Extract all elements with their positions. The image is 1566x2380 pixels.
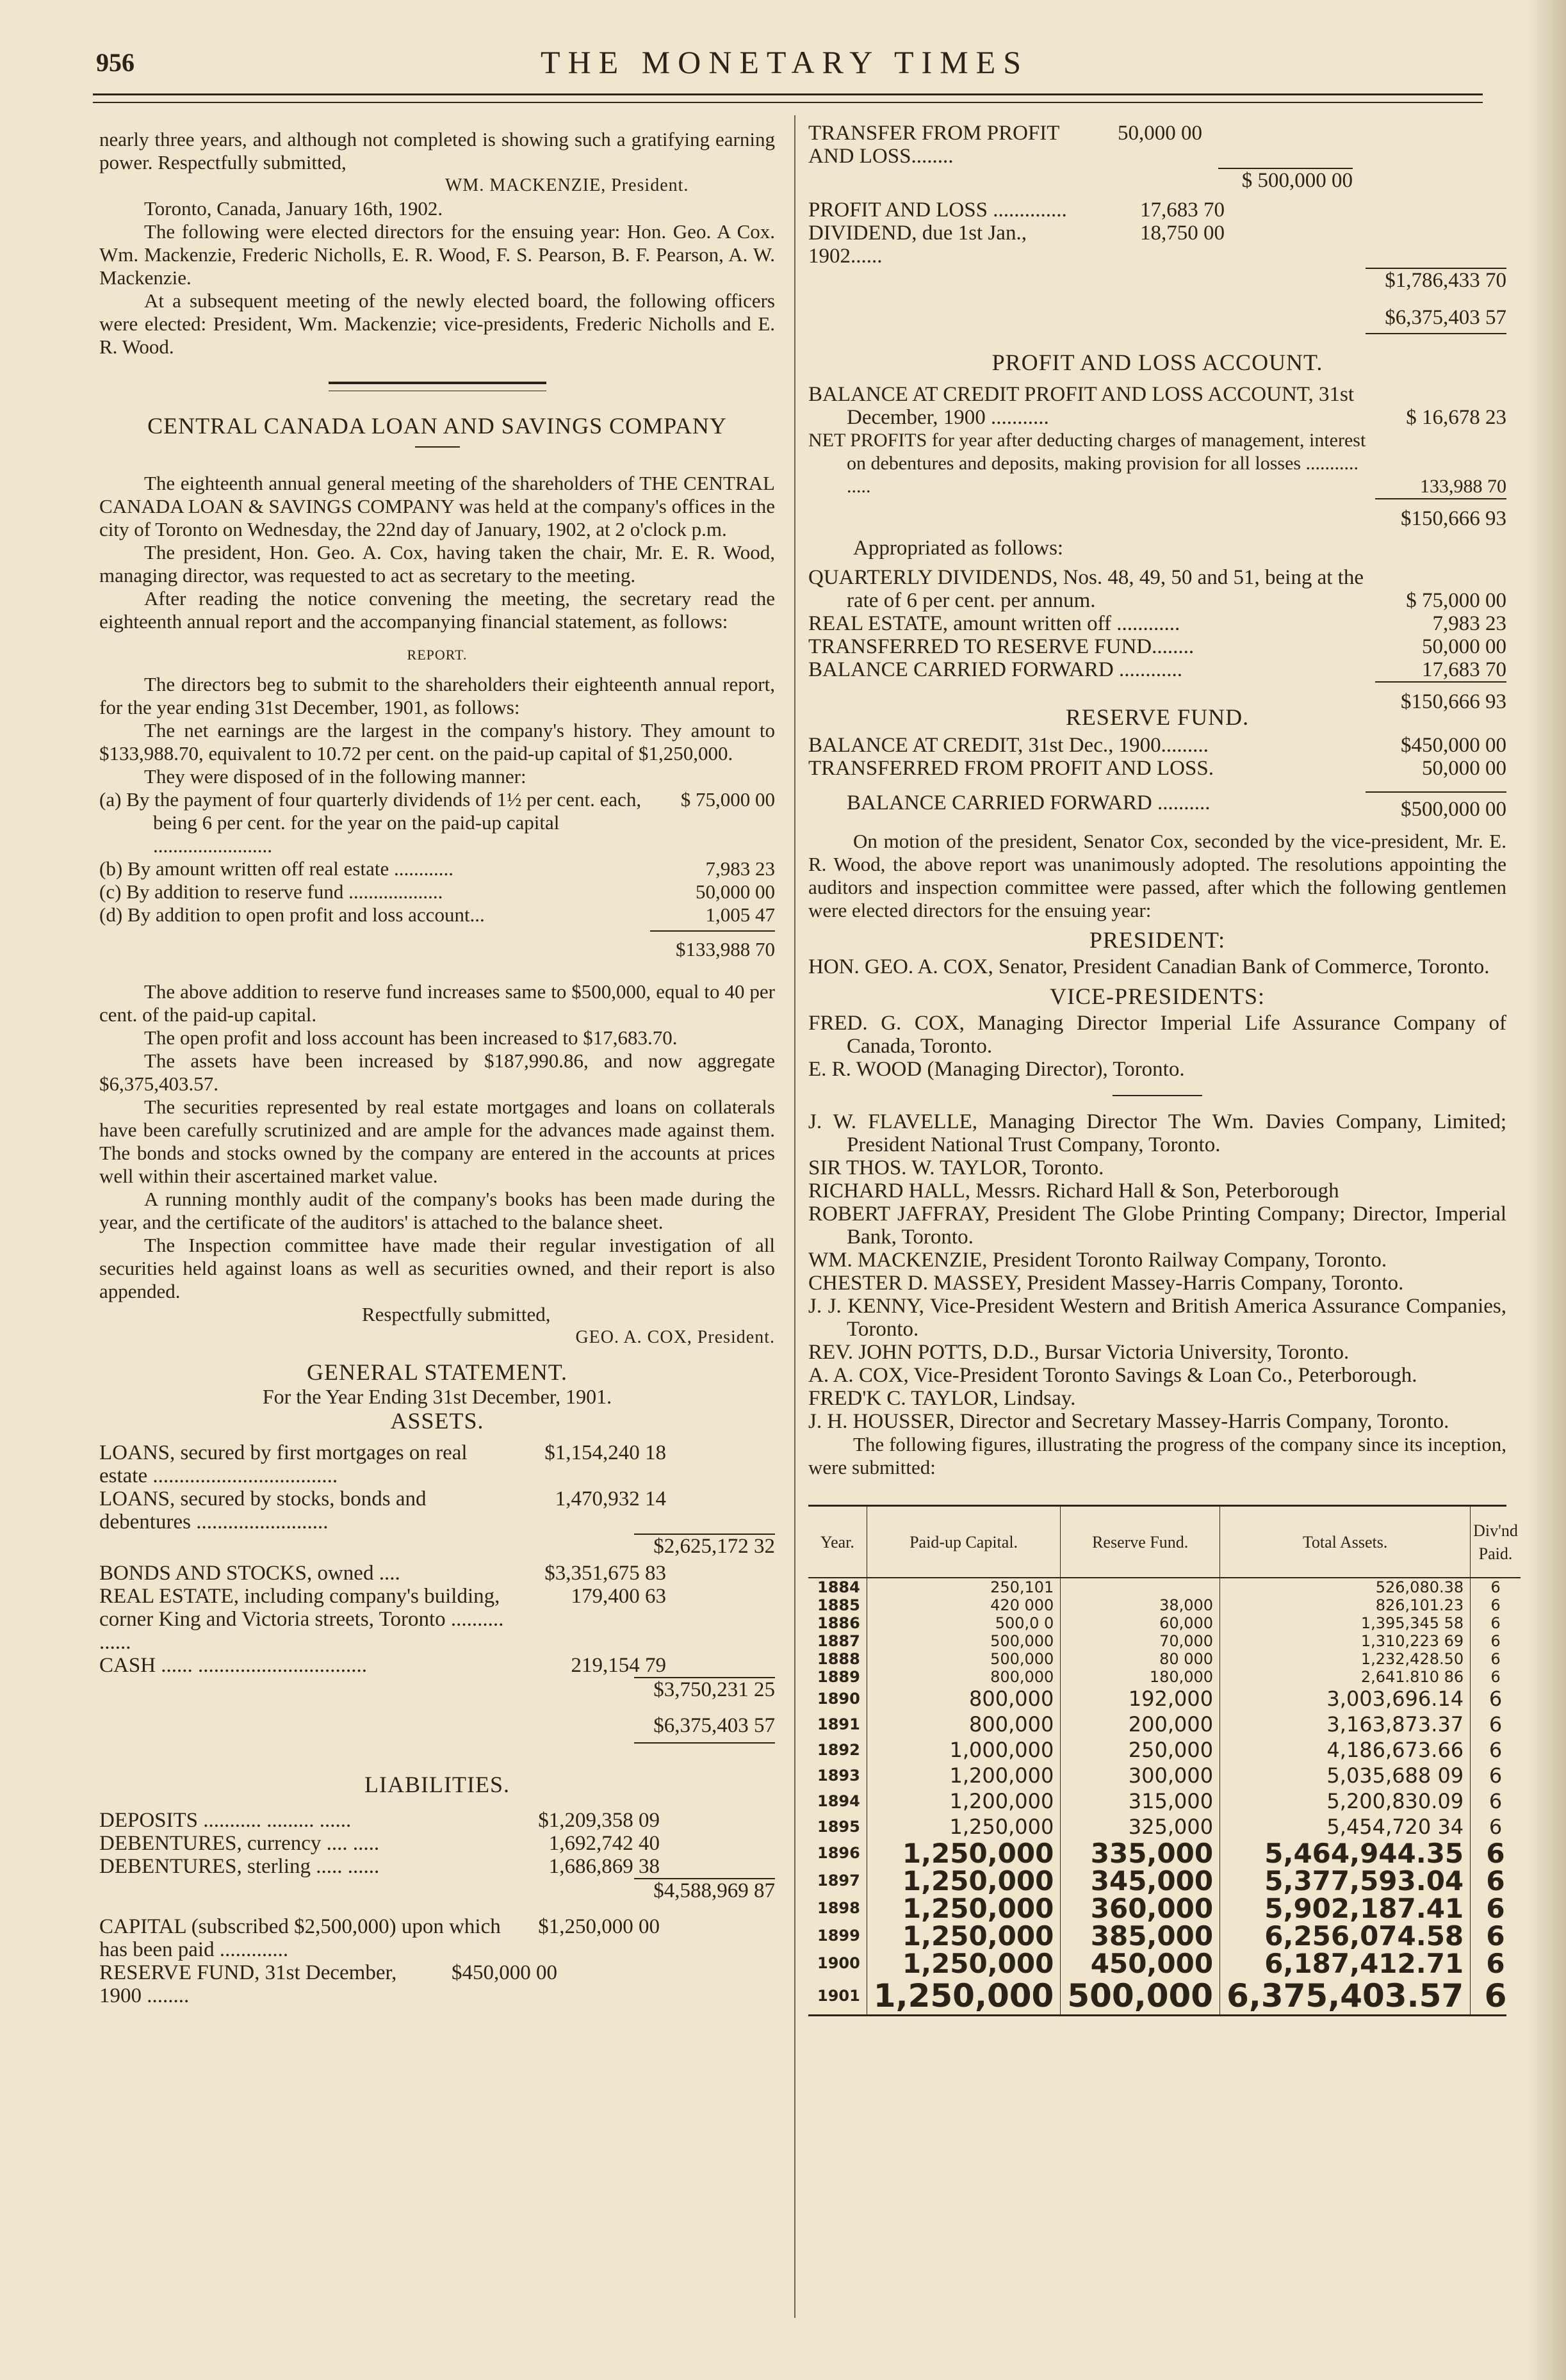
table-cell: 1892 xyxy=(808,1737,867,1763)
table-cell: 5,454,720 34 xyxy=(1220,1814,1471,1840)
assets-title: ASSETS. xyxy=(390,1408,484,1434)
table-cell: 6 xyxy=(1489,1712,1503,1736)
heading-rule xyxy=(415,446,460,448)
table-cell: 1896 xyxy=(808,1840,867,1867)
table-row xyxy=(808,1840,1521,1867)
table-cell: 1,395,345 58 xyxy=(1220,1614,1471,1632)
table-cell: 6 xyxy=(1490,1650,1501,1668)
table-cell: 420 000 xyxy=(867,1596,1061,1614)
page-edge-shadow xyxy=(1528,0,1566,2380)
table-cell: 345,000 xyxy=(1061,1867,1220,1895)
table-cell: 6 xyxy=(1486,1838,1505,1869)
table-cell: 1889 xyxy=(808,1668,867,1686)
table-cell: 1,232,428.50 xyxy=(1220,1650,1471,1668)
table-row xyxy=(808,1763,1521,1788)
closing-line: Respectfully submitted, xyxy=(362,1303,551,1325)
table-cell: 1,250,000 xyxy=(867,1922,1061,1950)
table-cell: 1,200,000 xyxy=(867,1763,1061,1788)
director-entry: CHESTER D. MASSEY, President Massey-Harris Company, Toronto. xyxy=(808,1272,1404,1295)
column-header: Total Assets. xyxy=(1220,1507,1471,1578)
table-row xyxy=(808,1737,1521,1763)
director-entry: REV. JOHN POTTS, D.D., Bursar Victoria University, Toronto. xyxy=(808,1341,1350,1364)
table-cell: 1,250,000 xyxy=(867,1950,1061,1977)
motion-paragraph: On motion of the president, Senator Cox, seconded by the vice-president, Mr. E. R. Wood, the above report was unanimously adopted. The resolutions appointing the auditors and inspection committee were passed, after which the following gentlemen were elected directors for the ensuing year: xyxy=(808,830,1506,921)
page-header xyxy=(96,42,1473,81)
left-column xyxy=(99,128,775,2007)
president-title: PRESIDENT: xyxy=(1089,927,1226,953)
table-row xyxy=(808,1650,1521,1668)
directors-list xyxy=(808,1110,1506,1433)
table-cell: 360,000 xyxy=(1061,1895,1220,1922)
table-cell: 1899 xyxy=(808,1922,867,1950)
assets-section: LOANS, secured by first mortgages on real estate ................................... $1,154,240 18 LOANS, secured by stocks, bonds and debentures ......................... 1,470,932 14 $2,625,172 32 BONDS AND STOCKS, owned .... $3,351,675 83 REAL ESTATE, including company's building, corner King and Victoria streets, Toronto .......... ...... 179,400 63 CASH ...... ................................ 219,154 79 $3,750,231 25 $6,375,403 57 xyxy=(99,1441,775,1744)
table-cell: 300,000 xyxy=(1061,1763,1220,1788)
profit-loss-paragraph: The open profit and loss account has been increased to $17,683.70. xyxy=(144,1026,678,1049)
table-cell: 800,000 xyxy=(867,1668,1061,1686)
table-cell: 1890 xyxy=(808,1686,867,1712)
intro-paragraph: nearly three years, and although not completed is showing such a gratifying earning power. Respectfully submitted, xyxy=(99,128,775,174)
table-cell: 6 xyxy=(1489,1815,1503,1839)
table-cell: 450,000 xyxy=(1061,1950,1220,1977)
director-entry: WM. MACKENZIE, President Toronto Railway Company, Toronto. xyxy=(808,1249,1387,1272)
table-cell: 60,000 xyxy=(1061,1614,1220,1632)
disposal-total: $133,988 70 xyxy=(99,930,775,961)
director-entry: SIR THOS. W. TAYLOR, Toronto. xyxy=(808,1156,1104,1179)
table-cell: 526,080.38 xyxy=(1220,1578,1471,1596)
table-cell: 1885 xyxy=(808,1596,867,1614)
table-cell: 1894 xyxy=(808,1788,867,1814)
table-cell: 6 xyxy=(1489,1738,1503,1762)
table-cell: 800,000 xyxy=(867,1712,1061,1737)
table-cell: 500,000 xyxy=(1061,1977,1220,2014)
liabilities-section: DEPOSITS ........... ......... ...... $1,209,358 09 DEBENTURES, currency .... ..... 1,692,742 40 DEBENTURES, sterling ..... ...... 1,686,869 38 $4,588,969 87 CAPITAL (subscribed $2,500,000) upon which has been paid ............. $1,250,000 00 RESERVE FUND, 31st December, 1900 ........ $450,000 00 xyxy=(99,1809,775,2007)
table-row xyxy=(808,1922,1521,1950)
table-cell: 250,101 xyxy=(867,1578,1061,1596)
directors-elected-paragraph: The following were elected directors for the ensuing year: Hon. Geo. A Cox. Wm. Mackenzie, Frederic Nicholls, E. R. Wood, F. S. Pearson, B. F. Pearson, A. W. Mackenzie. xyxy=(99,220,775,289)
table-cell: 6 xyxy=(1490,1668,1501,1686)
director-entry: J. H. HOUSSER, Director and Secretary Massey-Harris Company, Toronto. xyxy=(808,1410,1449,1433)
earnings-paragraph: The net earnings are the largest in the company's history. They amount to $133,988.70, equivalent to 10.72 per cent. on the paid-up capital of $1,250,000. xyxy=(99,719,775,765)
table-cell: 3,003,696.14 xyxy=(1220,1686,1471,1712)
reserve-paragraph: The above addition to reserve fund increases same to $500,000, equal to 40 per cent. of the paid-up capital. xyxy=(99,980,775,1026)
table-row xyxy=(808,1578,1521,1596)
table-cell: 5,377,593.04 xyxy=(1220,1867,1471,1895)
table-cell: 192,000 xyxy=(1061,1686,1220,1712)
table-cell: 5,035,688 09 xyxy=(1220,1763,1471,1788)
table-cell: 6 xyxy=(1486,1948,1505,1979)
table-cell: 335,000 xyxy=(1061,1840,1220,1867)
table-row xyxy=(808,1712,1521,1737)
table-row xyxy=(808,1867,1521,1895)
table-cell: 6 xyxy=(1486,1920,1505,1952)
securities-paragraph: The securities represented by real estate mortgages and loans on collaterals have been carefully scrutinized and are ample for the advances made against them. The bonds and stocks owned by the company are entered in the accounts at prices well within their ascertained market value. xyxy=(99,1096,775,1187)
table-row xyxy=(808,1668,1521,1686)
table-cell: 800,000 xyxy=(867,1686,1061,1712)
vice-president-entry: E. R. WOOD (Managing Director), Toronto. xyxy=(808,1058,1185,1081)
table-cell: 6 xyxy=(1486,1865,1505,1897)
table-cell: 6 xyxy=(1484,1977,1507,2014)
table-cell: 1893 xyxy=(808,1763,867,1788)
director-entry: FRED'K C. TAYLOR, Lindsay. xyxy=(808,1387,1076,1410)
dateline: Toronto, Canada, January 16th, 1902. xyxy=(144,197,443,220)
right-column xyxy=(808,122,1518,2016)
column-header: Paid-up Capital. xyxy=(867,1507,1061,1578)
table-cell: 1901 xyxy=(808,1977,867,2014)
table-cell: 250,000 xyxy=(1061,1737,1220,1763)
table-cell: 6 xyxy=(1489,1687,1503,1711)
header-rule xyxy=(93,93,1483,103)
vice-presidents-title: VICE-PRESIDENTS: xyxy=(1049,984,1265,1009)
chair-paragraph: The president, Hon. Geo. A. Cox, having taken the chair, Mr. E. R. Wood, managing director, was requested to act as secretary to the meeting. xyxy=(99,541,775,587)
table-cell: 5,902,187.41 xyxy=(1220,1895,1471,1922)
notice-paragraph: After reading the notice convening the meeting, the secretary read the eighteenth annual report and the accompanying financial statement, as follows: xyxy=(99,587,775,633)
table-cell: 1,250,000 xyxy=(867,1840,1061,1867)
table-cell: 1895 xyxy=(808,1814,867,1840)
table-cell: 80 000 xyxy=(1061,1650,1220,1668)
table-cell: 6,187,412.71 xyxy=(1220,1950,1471,1977)
director-entry: ROBERT JAFFRAY, President The Globe Printing Company; Director, Imperial Bank, Toronto. xyxy=(808,1202,1506,1249)
director-entry: RICHARD HALL, Messrs. Richard Hall & Son, Peterborough xyxy=(808,1179,1339,1202)
cox-signature: GEO. A. COX, President. xyxy=(575,1327,775,1347)
column-header: Reserve Fund. xyxy=(1061,1507,1220,1578)
president-entry: HON. GEO. A. COX, Senator, President Canadian Bank of Commerce, Toronto. xyxy=(808,955,1490,978)
statement-subtitle: For the Year Ending 31st December, 1901. xyxy=(262,1385,612,1408)
disposal-item: (d) By addition to open profit and loss account... 1,005 47 xyxy=(99,903,775,926)
table-cell: 70,000 xyxy=(1061,1632,1220,1650)
table-cell: 6 xyxy=(1489,1763,1503,1788)
table-cell: 1888 xyxy=(808,1650,867,1668)
table-cell: 6 xyxy=(1486,1893,1505,1924)
table-cell: 1898 xyxy=(808,1895,867,1922)
table-cell: 1,250,000 xyxy=(867,1867,1061,1895)
table-cell: 1,250,000 xyxy=(867,1977,1061,2014)
table-cell: 1,250,000 xyxy=(867,1895,1061,1922)
table-cell: 1887 xyxy=(808,1632,867,1650)
table-cell: 500,000 xyxy=(867,1650,1061,1668)
table-row xyxy=(808,1895,1521,1922)
pl-account-section: BALANCE AT CREDIT PROFIT AND LOSS ACCOUNT, 31st December, 1900 ........... $ 16,678 23 NET PROFITS for year after deducting charges of management, interest on debentures and deposits, making provision for all losses ........... ..... 133,988 70 $150,666 93 Appropriated as follows: QUARTERLY DIVIDENDS, Nos. 48, 49, 50 and 51, being at the rate of 6 per cent. per annum. $ 75,000 00 REAL ESTATE, amount written off ............ 7,983 23 TRANSFERRED TO RESERVE FUND........ 50,000 00 BALANCE CARRIED FORWARD ............ 17,683 70 $150,666 93 xyxy=(808,383,1506,713)
table-cell: 1,310,223 69 xyxy=(1220,1632,1471,1650)
table-cell xyxy=(1061,1578,1220,1596)
directors-divider xyxy=(1113,1095,1202,1096)
assets-paragraph: The assets have been increased by $187,990.86, and now aggregate $6,375,403.57. xyxy=(99,1049,775,1095)
table-cell: 1884 xyxy=(808,1578,867,1596)
table-cell: 500,000 xyxy=(867,1632,1061,1650)
director-entry: J. W. FLAVELLE, Managing Director The Wm. Davies Company, Limited; President National Trust Company, Toronto. xyxy=(808,1110,1506,1156)
mackenzie-signature: WM. MACKENZIE, President. xyxy=(445,175,689,195)
table-cell: 1886 xyxy=(808,1614,867,1632)
table-cell: 385,000 xyxy=(1061,1922,1220,1950)
pl-account-title: PROFIT AND LOSS ACCOUNT. xyxy=(991,350,1323,375)
table-row xyxy=(808,1950,1521,1977)
table-cell: 1897 xyxy=(808,1867,867,1895)
table-row xyxy=(808,1977,1521,2014)
table-cell: 38,000 xyxy=(1061,1596,1220,1614)
table-cell: 6 xyxy=(1490,1632,1501,1650)
figures-intro: The following figures, illustrating the progress of the company since its inception, were submitted: xyxy=(808,1433,1506,1478)
disposal-item: (b) By amount written off real estate ............ 7,983 23 xyxy=(99,857,775,880)
progress-table xyxy=(808,1505,1518,2016)
table-cell: 200,000 xyxy=(1061,1712,1220,1737)
column-divider xyxy=(794,115,795,2318)
table-row xyxy=(808,1788,1521,1814)
table-cell: 6,375,403.57 xyxy=(1220,1977,1471,2014)
table-row xyxy=(808,1686,1521,1712)
director-entry: A. A. COX, Vice-President Toronto Savings & Loan Co., Peterborough. xyxy=(808,1364,1417,1387)
reserve-fund-section: BALANCE AT CREDIT, 31st Dec., 1900......... $450,000 00 TRANSFERRED FROM PROFIT AND LOSS. 50,000 00 BALANCE CARRIED FORWARD .......... $500,000 00 xyxy=(808,734,1506,821)
table-cell: 1900 xyxy=(808,1950,867,1977)
column-header: Year. xyxy=(808,1507,867,1578)
page-number: 956 xyxy=(96,48,135,77)
table-cell: 6 xyxy=(1489,1789,1503,1813)
table-cell: 826,101.23 xyxy=(1220,1596,1471,1614)
inspection-paragraph: The Inspection committee have made their regular investigation of all securities held against loans as well as securities owned, and their report is also appended. xyxy=(99,1234,775,1302)
table-row xyxy=(808,1632,1521,1650)
table-cell: 1,250,000 xyxy=(867,1814,1061,1840)
column-header: Div'nd Paid. xyxy=(1471,1507,1521,1578)
table-cell: 500,0 0 xyxy=(867,1614,1061,1632)
officers-elected-paragraph: At a subsequent meeting of the newly elected board, the following officers were elected: President, Wm. Mackenzie; vice-presidents, Frederic Nicholls and E. R. Wood. xyxy=(99,289,775,358)
section-divider xyxy=(329,382,546,391)
statement-title: GENERAL STATEMENT. xyxy=(306,1359,568,1385)
vice-president-entry: FRED. G. COX, Managing Director Imperial Life Assurance Company of Canada, Toronto. xyxy=(808,1012,1506,1058)
report-paragraph: The directors beg to submit to the shareholders their eighteenth annual report, for the year ending 31st December, 1901, as follows: xyxy=(99,673,775,718)
table-cell: 325,000 xyxy=(1061,1814,1220,1840)
table-row xyxy=(808,1814,1521,1840)
table-cell: 180,000 xyxy=(1061,1668,1220,1686)
table-cell: 6,256,074.58 xyxy=(1220,1922,1471,1950)
report-heading: REPORT. xyxy=(407,647,468,663)
company-heading: CENTRAL CANADA LOAN AND SAVINGS COMPANY xyxy=(147,413,727,439)
table-cell: 1,200,000 xyxy=(867,1788,1061,1814)
table-cell: 2,641.810 86 xyxy=(1220,1668,1471,1686)
meeting-paragraph: The eighteenth annual general meeting of the shareholders of THE CENTRAL CANADA LOAN & SAVINGS COMPANY was held at the company's offices in the city of Toronto on Wednesday, the 22nd day of January, 1902, at 2 o'clock p.m. xyxy=(99,472,775,540)
table-body xyxy=(808,1578,1521,2014)
table-cell: 1891 xyxy=(808,1712,867,1737)
liabilities-title: LIABILITIES. xyxy=(364,1772,510,1797)
table-cell: 3,163,873.37 xyxy=(1220,1712,1471,1737)
reserve-fund-title: RESERVE FUND. xyxy=(1065,704,1250,730)
audit-paragraph: A running monthly audit of the company's books has been made during the year, and the certificate of the auditors' is attached to the balance sheet. xyxy=(99,1188,775,1233)
table-header-row xyxy=(808,1507,1521,1578)
liabilities-continued: TRANSFER FROM PROFIT AND LOSS........ 50,000 00 $ 500,000 00 PROFIT AND LOSS .............. 17,683 70 DIVIDEND, due 1st Jan., 1902...... 18,750 00 $1,786,433 70 $6,375,403 57 xyxy=(808,122,1506,334)
disposal-item: (c) By addition to reserve fund ................... 50,000 00 xyxy=(99,880,775,903)
table-row xyxy=(808,1614,1521,1632)
director-entry: J. J. KENNY, Vice-President Western and British America Assurance Companies, Toronto. xyxy=(808,1295,1506,1341)
disposal-intro: They were disposed of in the following manner: xyxy=(144,765,526,788)
table-cell: 6 xyxy=(1490,1596,1501,1614)
masthead-title: THE MONETARY TIMES xyxy=(541,44,1029,80)
table-cell: 6 xyxy=(1490,1578,1501,1596)
table-cell: 1,000,000 xyxy=(867,1737,1061,1763)
table-cell: 5,464,944.35 xyxy=(1220,1840,1471,1867)
table-cell: 4,186,673.66 xyxy=(1220,1737,1471,1763)
disposal-item: (a) By the payment of four quarterly dividends of 1½ per cent. each, being 6 per cent. for the year on the paid-up capital ........................ $ 75,000 00 xyxy=(99,788,775,857)
table-cell: 315,000 xyxy=(1061,1788,1220,1814)
table-cell: 5,200,830.09 xyxy=(1220,1788,1471,1814)
table-row xyxy=(808,1596,1521,1614)
table-cell: 6 xyxy=(1490,1614,1501,1632)
